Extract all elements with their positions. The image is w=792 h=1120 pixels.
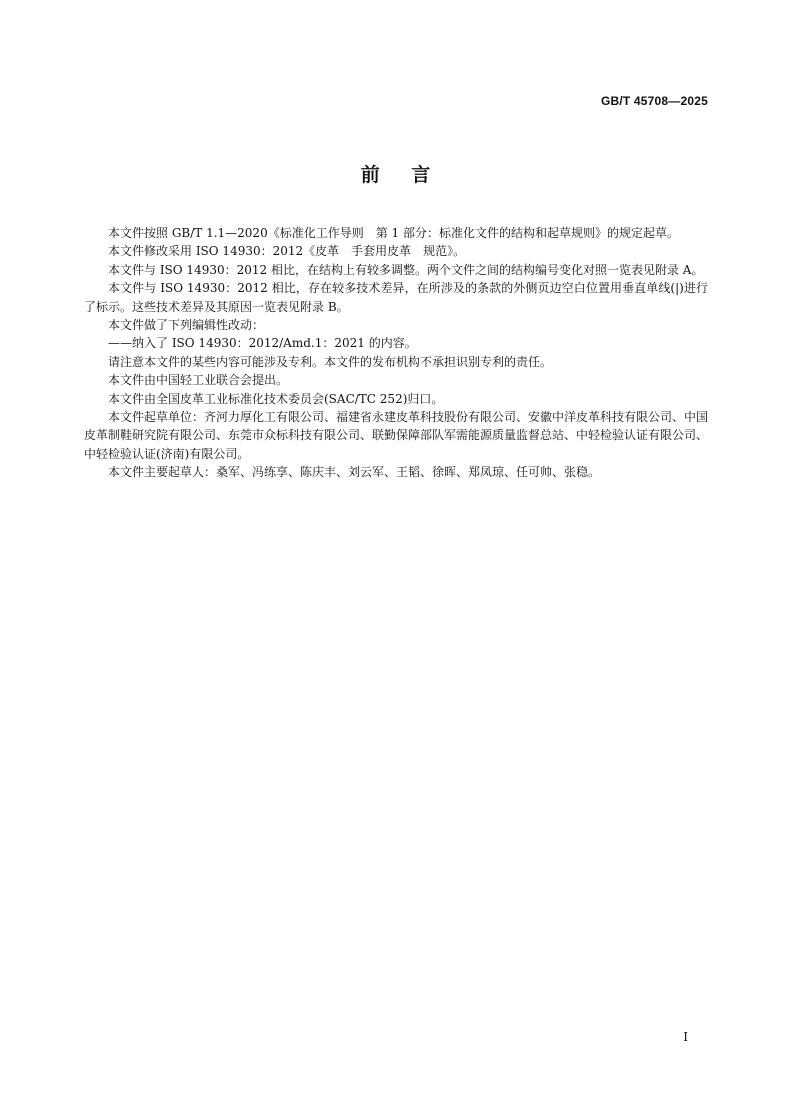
- page-number: I: [683, 1030, 688, 1044]
- paragraph-adoption: 本文件修改采用 ISO 14930：2012《皮革 手套用皮革 规范》。: [108, 244, 466, 259]
- foreword-body: [84, 224, 708, 482]
- page-title: 前 言: [360, 164, 432, 186]
- paragraph-editorial-item: ——纳入了 ISO 14930：2012/Amd.1：2021 的内容。: [108, 336, 417, 351]
- paragraph-editorial-intro: 本文件做了下列编辑性改动：: [108, 318, 265, 333]
- paragraph-proposer: 本文件由中国轻工业联合会提出。: [108, 373, 289, 388]
- paragraph-drafters: 本文件主要起草人：桑军、冯练享、陈庆丰、刘云军、王韬、徐晖、郑凤琼、任可帅、张稳。: [108, 465, 601, 480]
- paragraph-drafting-rules: 本文件按照 GB/T 1.1—2020《标准化工作导则 第 1 部分：标准化文件的结构和起草规则》的规定起草。: [108, 226, 679, 240]
- standard-code: GB/T 45708—2025: [600, 94, 708, 108]
- paragraph-committee: 本文件由全国皮革工业标准化技术委员会(SAC/TC 252)归口。: [108, 391, 444, 406]
- paragraph-patent-notice: 请注意本文件的某些内容可能涉及专利。本文件的发布机构不承担识别专利的责任。: [108, 354, 553, 369]
- paragraph-technical-differences: 本文件与 ISO 14930：2012 相比，存在较多技术差异，在所涉及的条款的外侧页边空白位置用垂直单线(|)进行了标示。这些技术差异及其原因一览表见附录 B。: [84, 281, 708, 314]
- paragraph-drafting-units: 本文件起草单位：齐河力厚化工有限公司、福建省永建皮革科技股份有限公司、安徽中洋皮革科技有限公司、中国皮革制鞋研究院有限公司、东莞市众标科技有限公司、联勤保障部队军需能源质量监督总站、中轻检验认证有限公司、中轻检验认证(济南)有限公司。: [84, 410, 709, 461]
- paragraph-structure-changes: 本文件与 ISO 14930：2012 相比，在结构上有较多调整。两个文件之间的结构编号变化对照一览表见附录 A。: [108, 262, 704, 277]
